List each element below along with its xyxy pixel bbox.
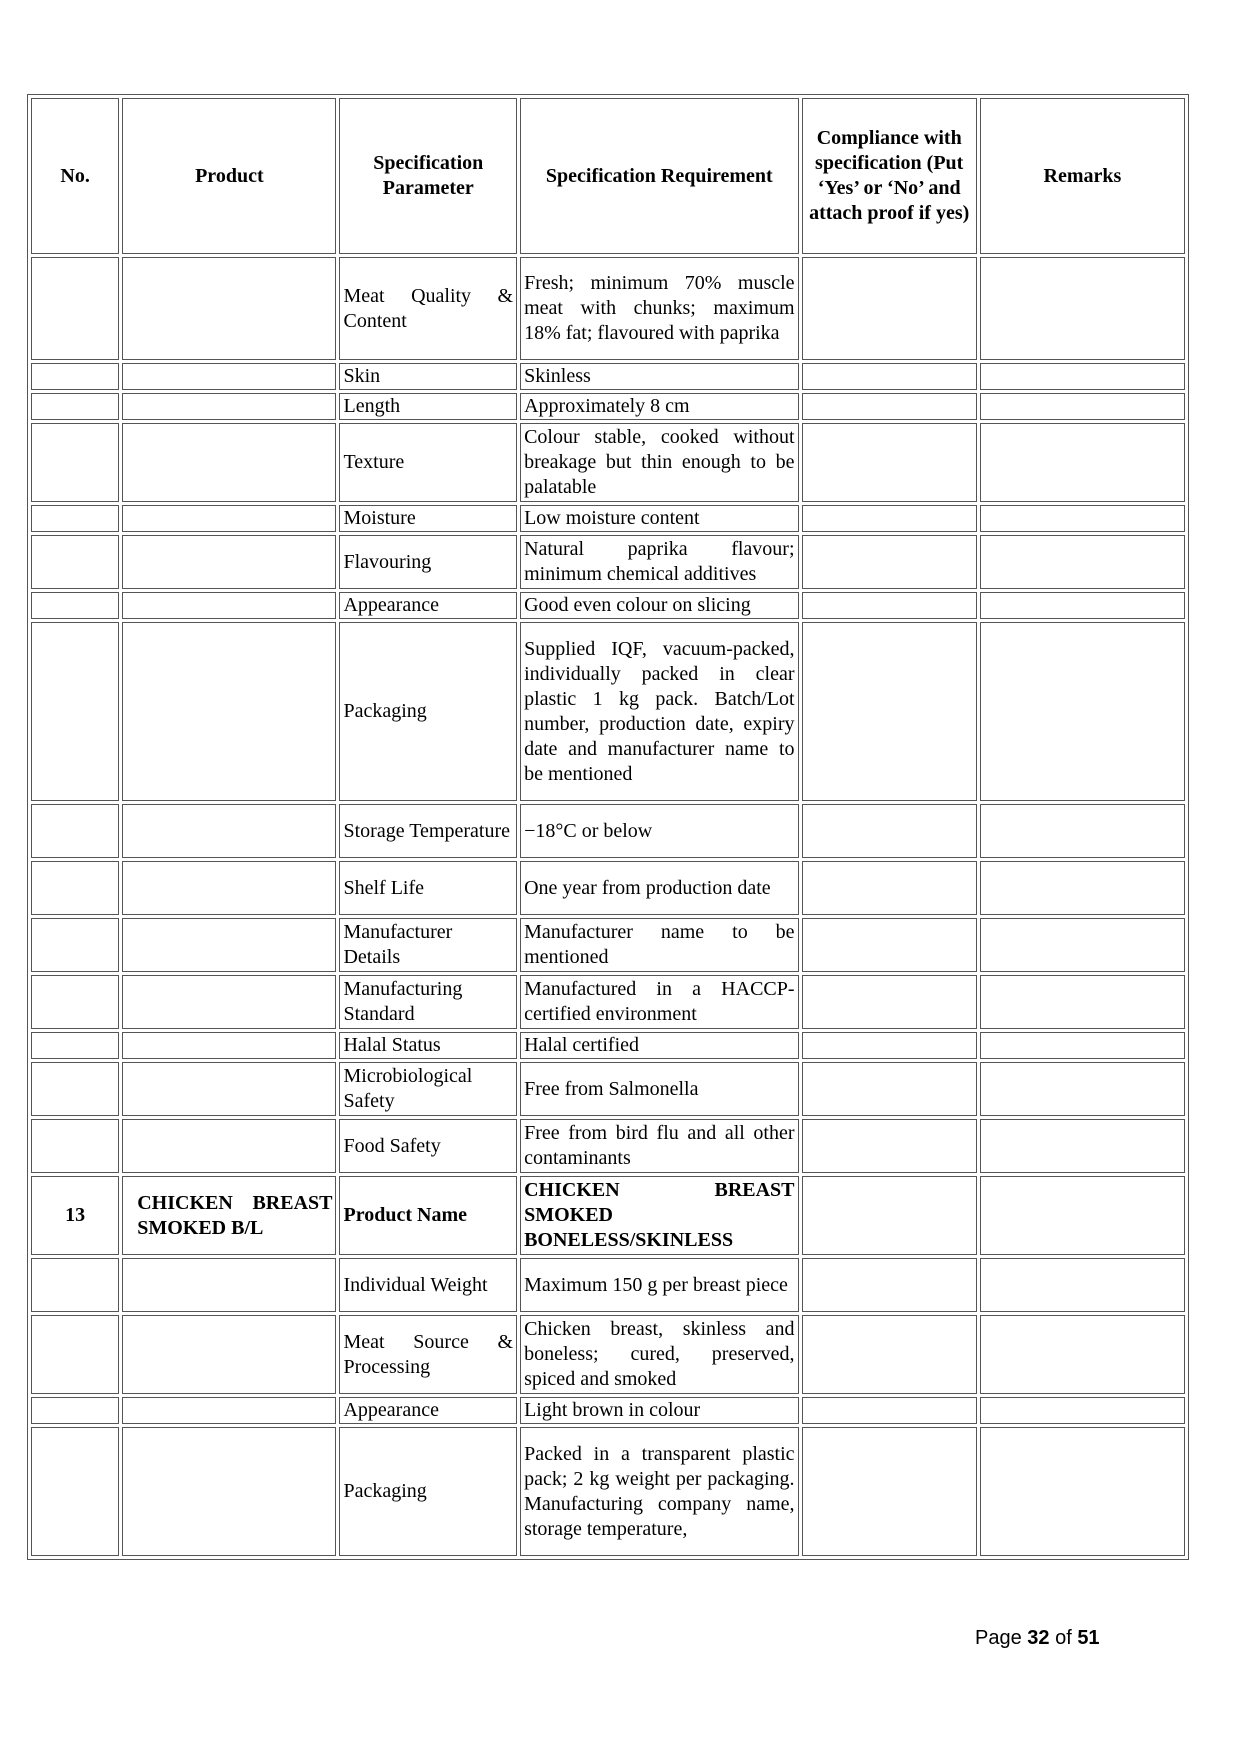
cell-compliance[interactable] <box>802 257 977 360</box>
cell-parameter: Packaging <box>339 1427 517 1556</box>
cell-remarks[interactable] <box>980 393 1185 420</box>
cell-remarks[interactable] <box>980 975 1185 1029</box>
cell-requirement: Manufacturer name to be mentioned <box>520 918 798 972</box>
cell-remarks[interactable] <box>980 622 1185 801</box>
cell-requirement: Supplied IQF, vacuum-packed, individually packed in clear plastic 1 kg pack. Batch/Lot number, production date, expiry date and manufacturer name to be mentioned <box>520 622 798 801</box>
cell-parameter: Manufacturer Details <box>339 918 517 972</box>
cell-parameter: Length <box>339 393 517 420</box>
cell-compliance[interactable] <box>802 918 977 972</box>
table-row <box>31 1176 1185 1255</box>
cell-compliance[interactable] <box>802 535 977 589</box>
cell-product <box>122 423 336 502</box>
header-parameter: Specification Parameter <box>339 98 517 254</box>
cell-compliance[interactable] <box>802 1258 977 1312</box>
cell-no <box>31 363 119 390</box>
cell-compliance[interactable] <box>802 1176 977 1255</box>
cell-product <box>122 918 336 972</box>
cell-parameter: Product Name <box>339 1176 517 1255</box>
table-row <box>31 1315 1185 1394</box>
cell-requirement: Halal certified <box>520 1032 798 1059</box>
cell-product <box>122 622 336 801</box>
cell-no: 13 <box>31 1176 119 1255</box>
cell-requirement: Manufactured in a HACCP-certified environment <box>520 975 798 1029</box>
cell-product <box>122 393 336 420</box>
cell-remarks[interactable] <box>980 592 1185 619</box>
cell-no <box>31 393 119 420</box>
cell-requirement: Light brown in colour <box>520 1397 798 1424</box>
cell-product <box>122 1062 336 1116</box>
cell-remarks[interactable] <box>980 1032 1185 1059</box>
table-row <box>31 1119 1185 1173</box>
header-remarks: Remarks <box>980 98 1185 254</box>
cell-parameter: Flavouring <box>339 535 517 589</box>
cell-remarks[interactable] <box>980 363 1185 390</box>
cell-no <box>31 918 119 972</box>
cell-compliance[interactable] <box>802 975 977 1029</box>
cell-no <box>31 861 119 915</box>
cell-remarks[interactable] <box>980 257 1185 360</box>
cell-no <box>31 1258 119 1312</box>
cell-compliance[interactable] <box>802 1062 977 1116</box>
cell-product <box>122 804 336 858</box>
cell-requirement: Low moisture content <box>520 505 798 532</box>
page-number <box>975 1627 1100 1650</box>
cell-compliance[interactable] <box>802 423 977 502</box>
table-row <box>31 1258 1185 1312</box>
page-of: of <box>1049 1627 1078 1649</box>
page-total: 51 <box>1077 1627 1100 1649</box>
page-prefix: Page <box>975 1627 1028 1649</box>
cell-no <box>31 257 119 360</box>
cell-requirement: Maximum 150 g per breast piece <box>520 1258 798 1312</box>
cell-compliance[interactable] <box>802 1032 977 1059</box>
cell-parameter: Microbiological Safety <box>339 1062 517 1116</box>
cell-no <box>31 592 119 619</box>
cell-product <box>122 505 336 532</box>
header-product: Product <box>122 98 336 254</box>
cell-remarks[interactable] <box>980 1397 1185 1424</box>
cell-parameter: Food Safety <box>339 1119 517 1173</box>
table-row <box>31 363 1185 390</box>
cell-product <box>122 861 336 915</box>
cell-no <box>31 622 119 801</box>
header-row <box>31 98 1185 254</box>
cell-requirement: −18°C or below <box>520 804 798 858</box>
table-row <box>31 257 1185 360</box>
cell-remarks[interactable] <box>980 423 1185 502</box>
cell-remarks[interactable] <box>980 1119 1185 1173</box>
cell-product <box>122 1397 336 1424</box>
table-row <box>31 592 1185 619</box>
cell-requirement: Packed in a transparent plastic pack; 2 kg weight per packaging. Manufacturing company name, storage temperature, <box>520 1427 798 1556</box>
table-row <box>31 393 1185 420</box>
header-no: No. <box>31 98 119 254</box>
cell-requirement: Fresh; minimum 70% muscle meat with chunks; maximum 18% fat; flavoured with paprika <box>520 257 798 360</box>
cell-remarks[interactable] <box>980 1315 1185 1394</box>
cell-remarks[interactable] <box>980 918 1185 972</box>
cell-requirement: Free from Salmonella <box>520 1062 798 1116</box>
cell-no <box>31 1062 119 1116</box>
page-current: 32 <box>1027 1627 1050 1649</box>
cell-compliance[interactable] <box>802 1397 977 1424</box>
cell-parameter: Packaging <box>339 622 517 801</box>
table-row <box>31 861 1185 915</box>
cell-requirement: One year from production date <box>520 861 798 915</box>
cell-parameter: Appearance <box>339 592 517 619</box>
cell-no <box>31 1315 119 1394</box>
cell-product <box>122 1427 336 1556</box>
cell-compliance[interactable] <box>802 804 977 858</box>
cell-parameter: Manufacturing Standard <box>339 975 517 1029</box>
cell-remarks[interactable] <box>980 505 1185 532</box>
table-row <box>31 423 1185 502</box>
cell-requirement: CHICKEN BREAST SMOKED BONELESS/SKINLESS <box>520 1176 798 1255</box>
cell-requirement: Free from bird flu and all other contaminants <box>520 1119 798 1173</box>
table-row <box>31 1397 1185 1424</box>
cell-compliance[interactable] <box>802 1427 977 1556</box>
cell-no <box>31 1032 119 1059</box>
cell-remarks[interactable] <box>980 535 1185 589</box>
cell-remarks[interactable] <box>980 1258 1185 1312</box>
cell-parameter: Shelf Life <box>339 861 517 915</box>
cell-remarks[interactable] <box>980 1176 1185 1255</box>
table-row <box>31 1032 1185 1059</box>
cell-compliance[interactable] <box>802 363 977 390</box>
cell-parameter: Moisture <box>339 505 517 532</box>
cell-product <box>122 1119 336 1173</box>
cell-requirement: Chicken breast, skinless and boneless; cured, preserved, spiced and smoked <box>520 1315 798 1394</box>
cell-no <box>31 1397 119 1424</box>
cell-parameter: Meat Source & Processing <box>339 1315 517 1394</box>
cell-no <box>31 423 119 502</box>
cell-compliance[interactable] <box>802 505 977 532</box>
cell-parameter: Halal Status <box>339 1032 517 1059</box>
table-row <box>31 975 1185 1029</box>
cell-no <box>31 1119 119 1173</box>
cell-product: CHICKEN BREAST SMOKED B/L <box>122 1176 336 1255</box>
cell-no <box>31 804 119 858</box>
spec-table-container <box>27 94 1189 1560</box>
table-row <box>31 505 1185 532</box>
cell-requirement: Colour stable, cooked without breakage but thin enough to be palatable <box>520 423 798 502</box>
cell-requirement: Good even colour on slicing <box>520 592 798 619</box>
table-row <box>31 622 1185 801</box>
cell-compliance[interactable] <box>802 592 977 619</box>
cell-compliance[interactable] <box>802 1315 977 1394</box>
cell-parameter: Individual Weight <box>339 1258 517 1312</box>
header-compliance: Compliance with specification (Put ‘Yes’ or ‘No’ and attach proof if yes) <box>802 98 977 254</box>
cell-remarks[interactable] <box>980 804 1185 858</box>
cell-product <box>122 363 336 390</box>
specification-table <box>27 94 1189 1560</box>
cell-compliance[interactable] <box>802 622 977 801</box>
cell-requirement: Skinless <box>520 363 798 390</box>
cell-product <box>122 535 336 589</box>
cell-requirement: Approximately 8 cm <box>520 393 798 420</box>
cell-product <box>122 1315 336 1394</box>
cell-compliance[interactable] <box>802 1119 977 1173</box>
cell-remarks[interactable] <box>980 1062 1185 1116</box>
table-row <box>31 918 1185 972</box>
cell-parameter: Storage Temperature <box>339 804 517 858</box>
table-row <box>31 535 1185 589</box>
cell-product <box>122 592 336 619</box>
cell-product <box>122 1032 336 1059</box>
table-row <box>31 804 1185 858</box>
cell-parameter: Appearance <box>339 1397 517 1424</box>
table-row <box>31 1427 1185 1556</box>
table-row <box>31 1062 1185 1116</box>
cell-parameter: Skin <box>339 363 517 390</box>
cell-parameter: Texture <box>339 423 517 502</box>
cell-no <box>31 535 119 589</box>
cell-remarks[interactable] <box>980 1427 1185 1556</box>
cell-no <box>31 505 119 532</box>
cell-no <box>31 975 119 1029</box>
cell-compliance[interactable] <box>802 861 977 915</box>
cell-compliance[interactable] <box>802 393 977 420</box>
header-requirement: Specification Requirement <box>520 98 798 254</box>
cell-product <box>122 257 336 360</box>
cell-remarks[interactable] <box>980 861 1185 915</box>
cell-product <box>122 975 336 1029</box>
cell-requirement: Natural paprika flavour; minimum chemical additives <box>520 535 798 589</box>
cell-parameter: Meat Quality & Content <box>339 257 517 360</box>
cell-no <box>31 1427 119 1556</box>
cell-product <box>122 1258 336 1312</box>
